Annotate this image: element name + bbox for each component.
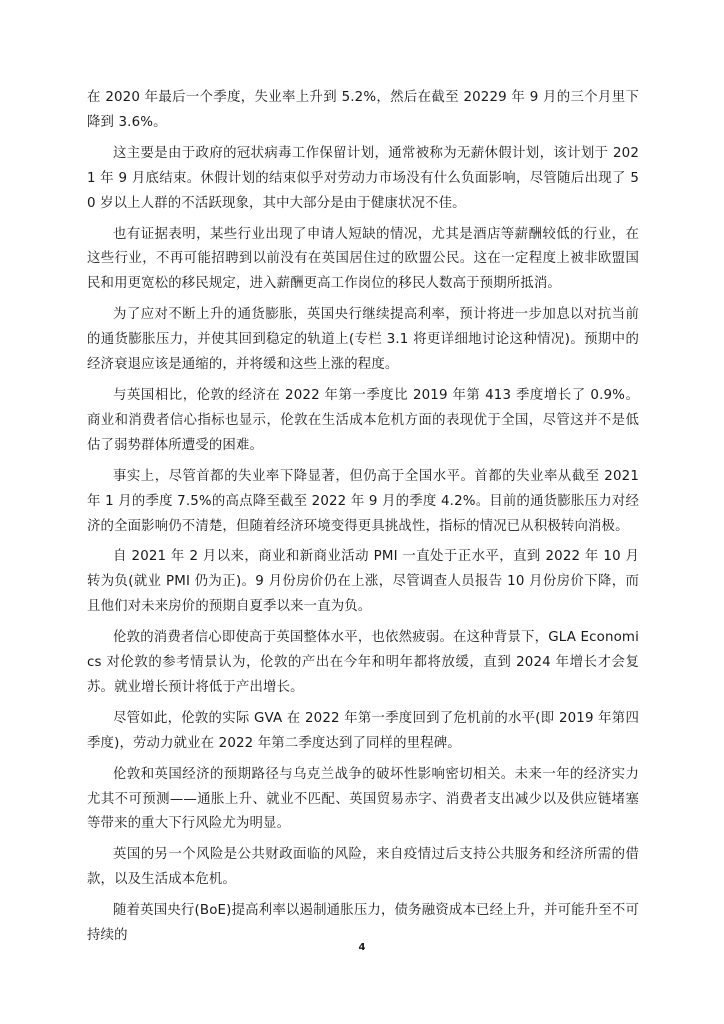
paragraph-1: 在 2020 年最后一个季度，失业率上升到 5.2%，然后在截至 20229 年 9 月的三个月里下降到 3.6%。 [87,90,639,130]
paragraph-4: 为了应对不断上升的通货膨胀，英国央行继续提高利率，预计将进一步加息以对抗当前的通货膨胀压力，并使其回到稳定的轨道上(专栏 3.1 将更详细地讨论这种情况)。预期中的经济衰退应该是通缩的，并将缓和这些上涨的程度。 [87,307,639,373]
paragraph-7: 自 2021 年 2 月以来，商业和新商业活动 PMI 一直处于正水平，直到 2022 年 10 月转为负(就业 PMI 仍为正)。9 月份房价仍在上涨，尽管调查人员报告 10 月份房价下降，而且他们对未来房价的预期自夏季以来一直为负。 [87,549,639,615]
paragraph-9: 尽管如此，伦敦的实际 GVA 在 2022 年第一季度回到了危机前的水平(即 2019 年第四季度)，劳动力就业在 2022 年第二季度达到了同样的里程碑。 [87,710,639,751]
paragraph-10: 伦敦和英国经济的预期路径与乌克兰战争的破坏性影响密切相关。未来一年的经济实力尤其不可预测——通胀上升、就业不匹配、英国贸易赤字、消费者支出减少以及供应链堵塞等带来的重大下行风险尤为明显。 [87,766,639,832]
paragraph-12: 随着英国央行(BoE)提高利率以遏制通胀压力，债务融资成本已经上升，并可能升至不可持续的 [87,903,639,944]
paragraph-5: 与英国相比，伦敦的经济在 2022 年第一季度比 2019 年第 413 季度增长了 0.9%。商业和消费者信心指标也显示，伦敦在生活成本危机方面的表现优于全国，尽管这并不是低估了弱势群体所遭受的困难。 [87,387,639,453]
paragraph-6: 事实上，尽管首都的失业率下降显著，但仍高于全国水平。首都的失业率从截至 2021 年 1 月的季度 7.5%的高点降至截至 2022 年 9 月的季度 4.2%。目前的通货膨胀压力对经济的全面影响仍不清楚，但随着经济环境变得更具挑战性，指标的情况已从积极转向消极。 [87,468,639,534]
paragraph-11: 英国的另一个风险是公共财政面临的风险，来自疫情过后支持公共服务和经济所需的借款，以及生活成本危机。 [87,847,639,888]
page-number: 4 [358,942,366,953]
paragraph-3: 也有证据表明，某些行业出现了申请人短缺的情况，尤其是酒店等薪酬较低的行业，在这些行业，不再可能招聘到以前没有在英国居住过的欧盟公民。这在一定程度上被非欧盟国民和用更宽松的移民规定，进入薪酬更高工作岗位的移民人数高于预期所抵消。 [87,226,639,292]
document-body [87,86,639,955]
paragraph-8: 伦敦的消费者信心即使高于英国整体水平，也依然疲弱。在这种背景下，GLA Economics 对伦敦的参考情景认为，伦敦的产出在今年和明年都将放缓，直到 2024 年增长才会复苏。就业增长预计将低于产出增长。 [87,630,639,695]
paragraph-2: 这主要是由于政府的冠状病毒工作保留计划，通常被称为无薪休假计划，该计划于 2021 年 9 月底结束。休假计划的结束似乎对劳动力市场没有什么负面影响，尽管随后出现了 50 岁以上人群的不活跃现象，其中大部分是由于健康状况不佳。 [87,145,639,211]
